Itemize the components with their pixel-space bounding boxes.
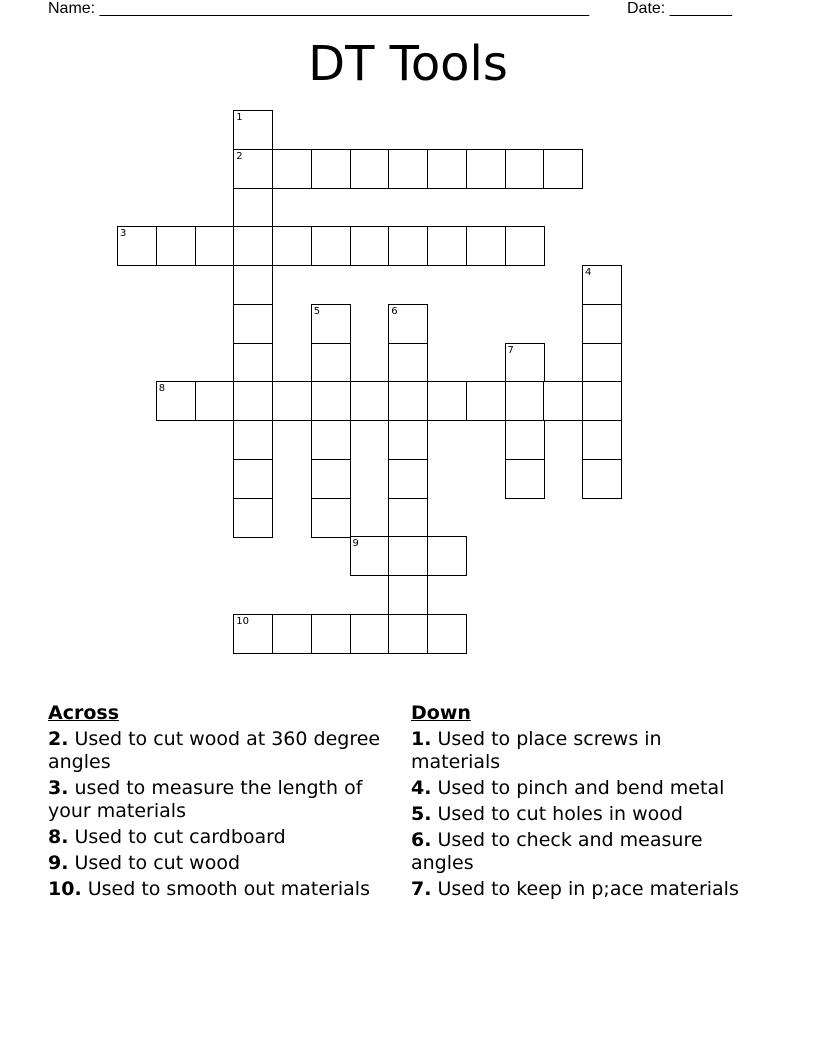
crossword-cell[interactable]: [272, 226, 312, 266]
crossword-cell[interactable]: [233, 226, 273, 266]
crossword-cell[interactable]: [156, 226, 196, 266]
clue-number: 3.: [48, 777, 69, 799]
crossword-cell[interactable]: [272, 381, 312, 421]
crossword-cell[interactable]: [272, 614, 312, 654]
crossword-cell[interactable]: [543, 381, 583, 421]
crossword-cell[interactable]: [350, 149, 390, 189]
crossword-cell[interactable]: [311, 343, 351, 383]
crossword-cell[interactable]: [388, 381, 428, 421]
clue-number: 9.: [48, 852, 69, 874]
clue-number-label: 5: [313, 305, 321, 317]
clue-text: used to measure the length of your materials: [48, 777, 363, 822]
crossword-cell[interactable]: [505, 226, 545, 266]
crossword-cell[interactable]: [233, 110, 273, 150]
clue-across-2: [48, 728, 388, 774]
clue-text: Used to cut wood at 360 degree angles: [48, 728, 381, 773]
crossword-cell[interactable]: [272, 149, 312, 189]
crossword-cell[interactable]: [311, 304, 351, 344]
crossword-cell[interactable]: [350, 614, 390, 654]
across-clues: [48, 702, 388, 904]
clue-number-label: 4: [585, 267, 592, 278]
clue-down-4: [411, 777, 756, 800]
crossword-cell[interactable]: [233, 149, 273, 189]
crossword-cell[interactable]: [311, 226, 351, 266]
crossword-cell[interactable]: [582, 459, 622, 499]
crossword-cell[interactable]: [466, 381, 506, 421]
clue-text: Used to check and measure angles: [411, 829, 703, 874]
crossword-cell[interactable]: [388, 343, 428, 383]
crossword-cell[interactable]: [117, 226, 157, 266]
crossword-cell[interactable]: [311, 459, 351, 499]
clue-number: 2.: [48, 728, 69, 750]
crossword-cell[interactable]: [388, 459, 428, 499]
crossword-cell[interactable]: [156, 381, 196, 421]
crossword-cell[interactable]: [466, 226, 506, 266]
crossword-cell[interactable]: [311, 420, 351, 460]
crossword-cell[interactable]: [505, 343, 545, 383]
crossword-cell[interactable]: [388, 149, 428, 189]
clue-number: 8.: [48, 826, 69, 848]
crossword-cell[interactable]: [233, 420, 273, 460]
clue-text: Used to cut cardboard: [74, 826, 286, 848]
clue-text: Used to keep in p;ace materials: [437, 878, 739, 900]
crossword-cell[interactable]: [388, 536, 428, 576]
clue-number-label: 10: [236, 615, 249, 627]
clue-across-3: [48, 777, 388, 823]
clue-number: 7.: [411, 878, 432, 900]
crossword-cell[interactable]: [233, 188, 273, 228]
name-line: Name: _______________________________________________________: [48, 0, 589, 17]
clue-text: Used to place screws in materials: [411, 728, 662, 773]
page-title: DT Tools: [308, 36, 508, 92]
down-clues: [411, 702, 756, 904]
crossword-cell[interactable]: [233, 343, 273, 383]
crossword-cell[interactable]: [195, 226, 235, 266]
clue-number: 10.: [48, 878, 82, 900]
across-heading: Across: [48, 702, 120, 724]
crossword-cell[interactable]: [233, 265, 273, 305]
crossword-cell[interactable]: [505, 149, 545, 189]
crossword-cell[interactable]: [350, 536, 390, 576]
crossword-cell[interactable]: [388, 575, 428, 615]
clue-number: 5.: [411, 803, 432, 825]
clue-text: Used to cut wood: [74, 852, 241, 874]
clue-down-7: [411, 878, 756, 901]
crossword-cell[interactable]: [311, 149, 351, 189]
crossword-cell[interactable]: [427, 226, 467, 266]
crossword-cell[interactable]: [505, 420, 545, 460]
clue-down-5: [411, 803, 756, 826]
crossword-cell[interactable]: [388, 498, 428, 538]
crossword-cell[interactable]: [195, 381, 235, 421]
crossword-cell[interactable]: [427, 381, 467, 421]
clue-number-label: 1: [236, 112, 243, 123]
clue-across-9: [48, 852, 388, 875]
crossword-cell[interactable]: [350, 381, 390, 421]
crossword-cell[interactable]: [233, 304, 273, 344]
clue-number: 4.: [411, 777, 432, 799]
crossword-cell[interactable]: [233, 381, 273, 421]
crossword-cell[interactable]: [388, 304, 428, 344]
crossword-cell[interactable]: [427, 614, 467, 654]
clue-text: Used to cut holes in wood: [437, 803, 683, 825]
clue-down-1: [411, 728, 756, 774]
clue-number: 1.: [411, 728, 432, 750]
crossword-cell[interactable]: [427, 536, 467, 576]
crossword-cell[interactable]: [233, 459, 273, 499]
crossword-cell[interactable]: [388, 420, 428, 460]
crossword-cell[interactable]: [233, 498, 273, 538]
date-line: Date: _______: [627, 0, 732, 17]
clue-across-8: [48, 826, 388, 849]
clue-number-label: 6: [391, 305, 398, 317]
crossword-cell[interactable]: [311, 498, 351, 538]
crossword-cell[interactable]: [582, 381, 622, 421]
crossword-cell[interactable]: [311, 381, 351, 421]
crossword-cell[interactable]: [543, 149, 583, 189]
crossword-cell[interactable]: [582, 265, 622, 305]
crossword-cell[interactable]: [582, 304, 622, 344]
clue-down-6: [411, 829, 756, 875]
down-heading: Down: [411, 702, 471, 724]
crossword-cell[interactable]: [427, 149, 467, 189]
crossword-cell[interactable]: [505, 381, 545, 421]
clue-number-label: 2: [236, 150, 243, 162]
crossword-cell[interactable]: [388, 226, 428, 266]
clue-number-label: 3: [120, 228, 127, 240]
crossword-cell[interactable]: [233, 614, 273, 654]
clue-across-10: [48, 878, 388, 901]
clue-text: Used to smooth out materials: [87, 878, 370, 900]
clue-number-label: 8: [158, 383, 166, 395]
crossword-cell[interactable]: [582, 420, 622, 460]
crossword-cell[interactable]: [466, 149, 506, 189]
clue-text: Used to pinch and bend metal: [437, 777, 725, 799]
crossword-cell[interactable]: [350, 226, 390, 266]
crossword-cell[interactable]: [505, 459, 545, 499]
clue-number-label: 7: [507, 344, 514, 356]
crossword-cell[interactable]: [388, 614, 428, 654]
crossword-cell[interactable]: [311, 614, 351, 654]
clue-number: 6.: [411, 829, 432, 851]
crossword-cell[interactable]: [582, 343, 622, 383]
clue-number-label: 9: [352, 538, 359, 550]
